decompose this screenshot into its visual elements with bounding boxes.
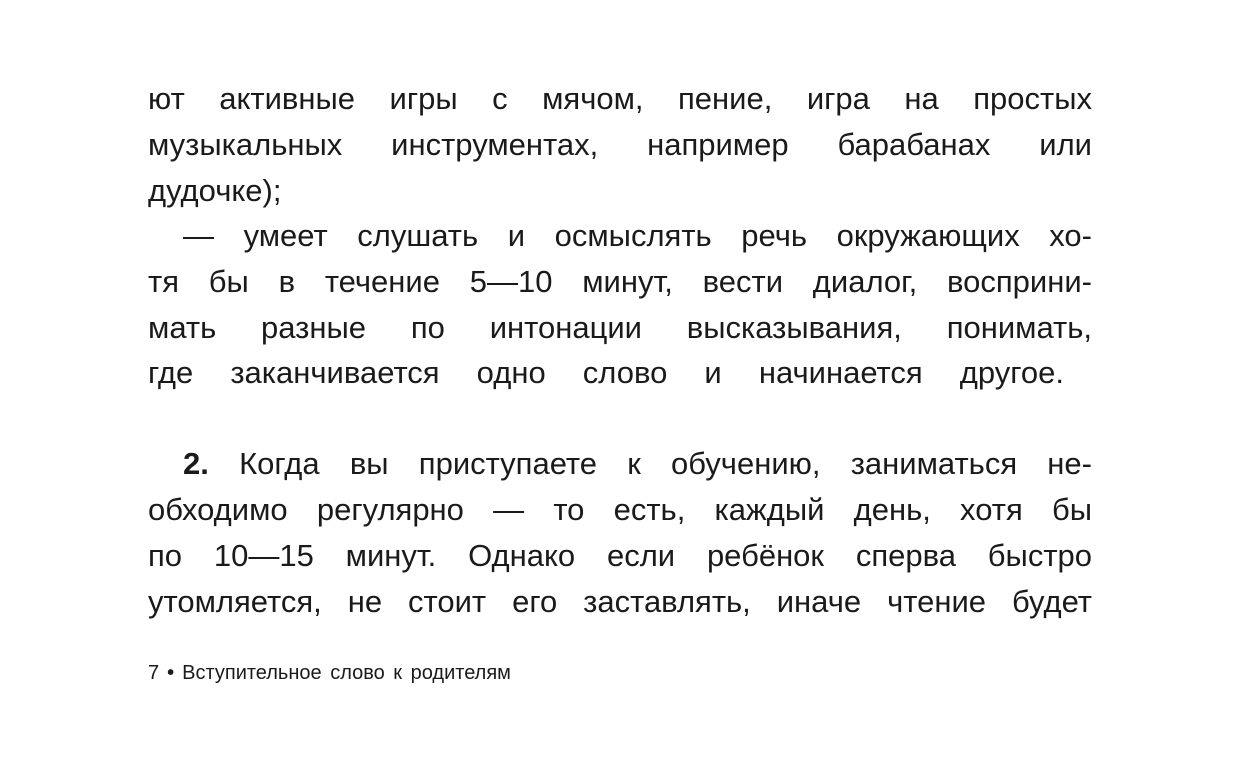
point-2-text: Когда вы приступаете к обучению, заниматься не- <box>239 446 1092 481</box>
text-line: мать разные по интонации высказывания, понимать, <box>148 310 1092 345</box>
bullet-separator: • <box>167 662 175 684</box>
text-line: дудочке); <box>148 173 282 208</box>
point-number: 2. <box>183 446 209 481</box>
text-line: тя бы в течение 5—10 минут, вести диалог, восприни- <box>148 264 1092 299</box>
text-line: музыкальных инструментах, например барабанах или <box>148 127 1092 162</box>
text-line: утомляется, не стоит его заставлять, иначе чтение будет <box>148 584 1092 619</box>
point-2-first-line <box>183 441 1092 487</box>
section-title: Вступительное слово к родителям <box>182 662 511 684</box>
text-line: по 10—15 минут. Однако если ребёнок сперва быстро <box>148 538 1092 573</box>
text-line: — умеет слушать и осмыслять речь окружающих хо- <box>183 218 1092 253</box>
text-line: ют активные игры с мячом, пение, игра на простых <box>148 81 1092 116</box>
text-line: обходимо регулярно — то есть, каждый день, хотя бы <box>148 492 1092 527</box>
page-number: 7 <box>148 662 160 684</box>
text-line: где заканчивается одно слово и начинается другое. <box>148 355 1064 390</box>
page-footer <box>148 659 511 687</box>
